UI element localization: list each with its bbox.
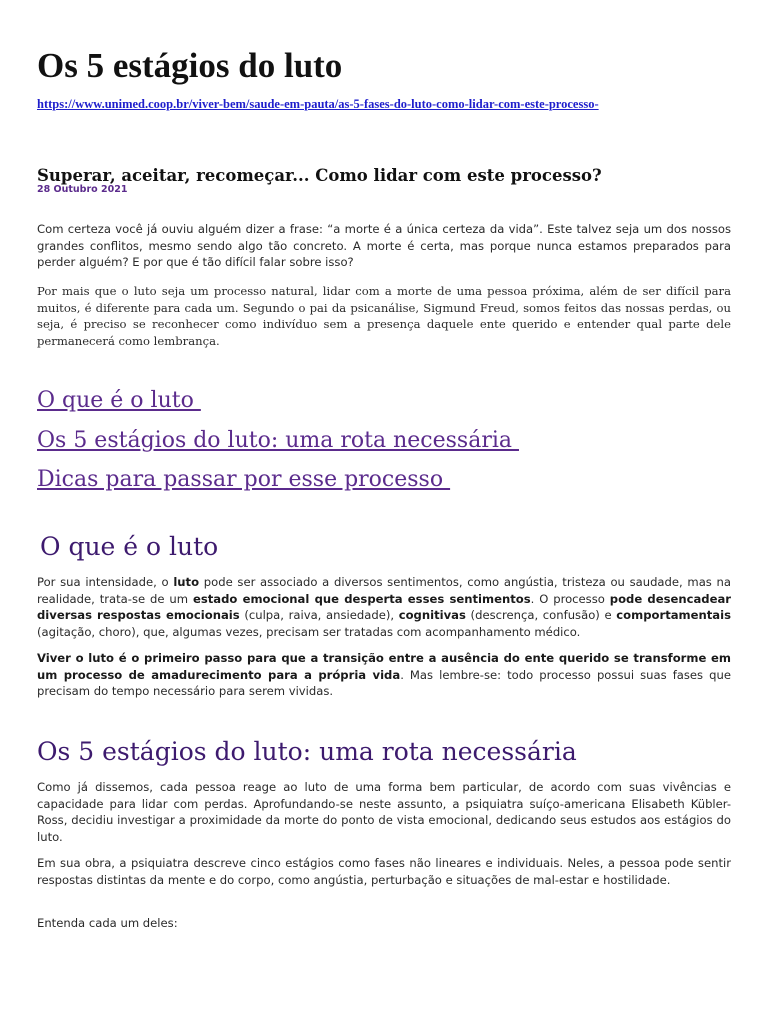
- bold-text: pode desencadear diversas respostas emocionais: [37, 591, 732, 623]
- section1-paragraph-1: [37, 574, 731, 640]
- toc-link-five-stages[interactable]: Os 5 estágios do luto: uma rota necessária: [37, 428, 519, 453]
- intro-paragraph-2: Por mais que o luto seja um processo natural, lidar com a morte de uma pessoa próxima, além de ser difícil para muitos, é diferente para cada um. Segundo o pai da psicanálise, Sigmund Freud, somos feitos das nossas perdas, ou seja, é preciso se reconhecer como indivíduo sem a presença daquele ente querido e entender qual parte dele permanecerá como lembrança.: [37, 284, 731, 348]
- section2-paragraph-3: Entenda cada um deles:: [37, 916, 178, 930]
- section2-paragraph-1: Como já dissemos, cada pessoa reage ao luto de uma forma bem particular, de acordo com suas vivências e capacidade para lidar com perdas. Aprofundando-se neste assunto, a psiquiatra suíço-americana Elisabeth Kübler-Ross, decidiu investigar a proximidade da morte do ponto de vista emocional, dedicando seus estudos aos estágios do luto.: [37, 780, 731, 844]
- bold-text: comportamentais: [616, 608, 732, 623]
- text-run: (culpa, raiva, ansiedade),: [239, 608, 399, 623]
- section1-paragraph-2: [37, 650, 731, 700]
- section-heading-five-stages: Os 5 estágios do luto: uma rota necessária: [37, 737, 577, 766]
- section-heading-what-is-grief: O que é o luto: [40, 532, 219, 561]
- bold-text: estado emocional que desperta esses sentimentos: [192, 591, 531, 606]
- bold-text: cognitivas: [398, 608, 466, 623]
- text-run: . O processo: [530, 591, 610, 606]
- toc-link-tips[interactable]: Dicas para passar por esse processo: [37, 467, 451, 492]
- bold-text: Viver o luto é o primeiro passo para que a transição entre a ausência do ente querido se transforme em um processo de amadurecimento para a própria vida: [37, 651, 731, 682]
- text-run: . Mas lembre-se: todo processo possui suas fases que precisam do tempo necessário para serem vividas.: [37, 667, 731, 699]
- text-run: (descrença, confusão) e: [465, 608, 617, 623]
- text-run: pode ser associado a diversos sentimentos, como angústia, tristeza ou saudade, mas na realidade, trata-se de um: [37, 575, 731, 606]
- text-run: Por sua intensidade, o: [37, 575, 174, 589]
- article-subtitle: Superar, aceitar, recomeçar... Como lidar com este processo?: [37, 166, 602, 185]
- toc-link-what-is-grief[interactable]: O que é o luto: [37, 388, 201, 413]
- source-link[interactable]: https://www.unimed.coop.br/viver-bem/saude-em-pauta/as-5-fases-do-luto-como-lidar-com-este-processo-: [37, 97, 599, 111]
- page-title: Os 5 estágios do luto: [37, 46, 343, 85]
- bold-text: luto: [173, 575, 200, 589]
- intro-paragraph-1: Com certeza você já ouviu alguém dizer a frase: “a morte é a única certeza da vida”. Este talvez seja um dos nossos grandes conflitos, mesmo sendo algo tão concreto. A morte é certa, mas porque nunca estamos preparados para perder alguém? E por que é tão difícil falar sobre isso?: [37, 222, 731, 270]
- text-run: (agitação, choro), que, algumas vezes, precisam ser tratadas com acompanhamento médico.: [37, 624, 581, 639]
- section2-paragraph-2: Em sua obra, a psiquiatra descreve cinco estágios como fases não lineares e individuais. Neles, a pessoa pode sentir respostas distintas da mente e do corpo, como angústia, perturbação e situações de mal-estar e hostilidade.: [37, 856, 731, 887]
- article-date: 28 Outubro 2021: [37, 184, 128, 195]
